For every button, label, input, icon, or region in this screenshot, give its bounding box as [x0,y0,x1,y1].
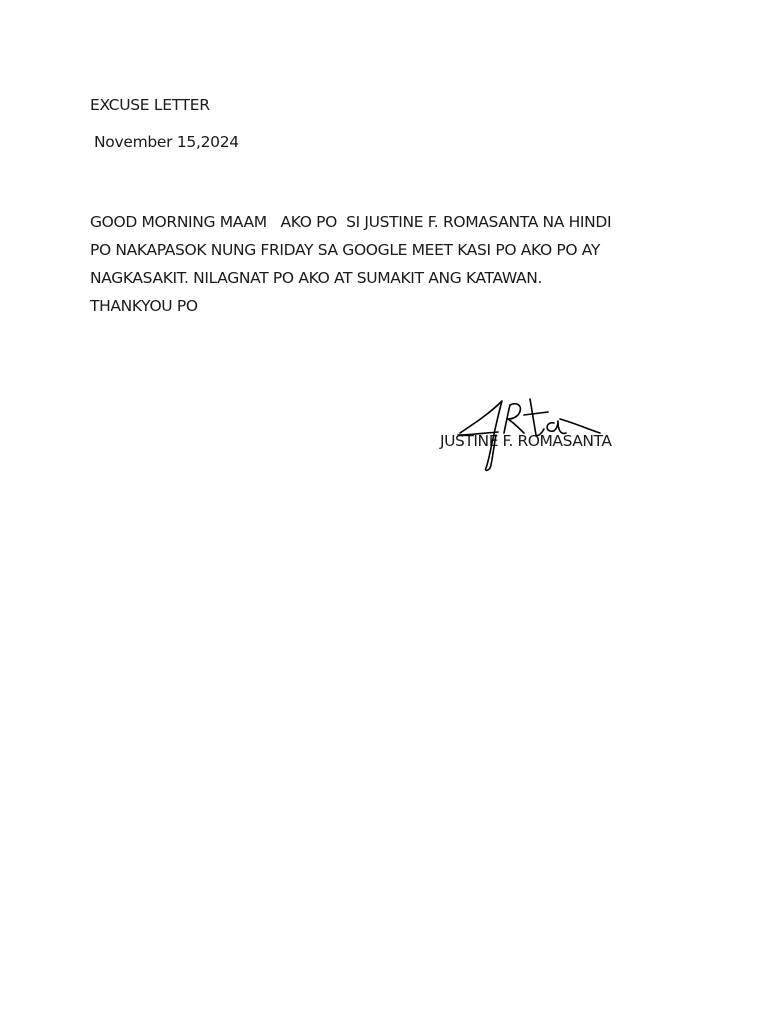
body-line: NAGKASAKIT. NILAGNAT PO AKO AT SUMAKIT ANG KATAWAN. [90,269,543,287]
signer-name: JUSTINE F. ROMASANTA [440,432,612,450]
letter-body [90,208,690,320]
body-line: THANKYOU PO [90,297,198,315]
body-line: PO NAKAPASOK NUNG FRIDAY SA GOOGLE MEET KASI PO AKO PO AY [90,241,600,259]
letter-date: November 15,2024 [94,133,239,151]
handwritten-signature-icon [440,395,610,475]
letter-title: EXCUSE LETTER [90,96,210,114]
body-line: GOOD MORNING MAAM AKO PO SI JUSTINE F. ROMASANTA NA HINDI [90,213,612,231]
signature-block [440,395,660,475]
